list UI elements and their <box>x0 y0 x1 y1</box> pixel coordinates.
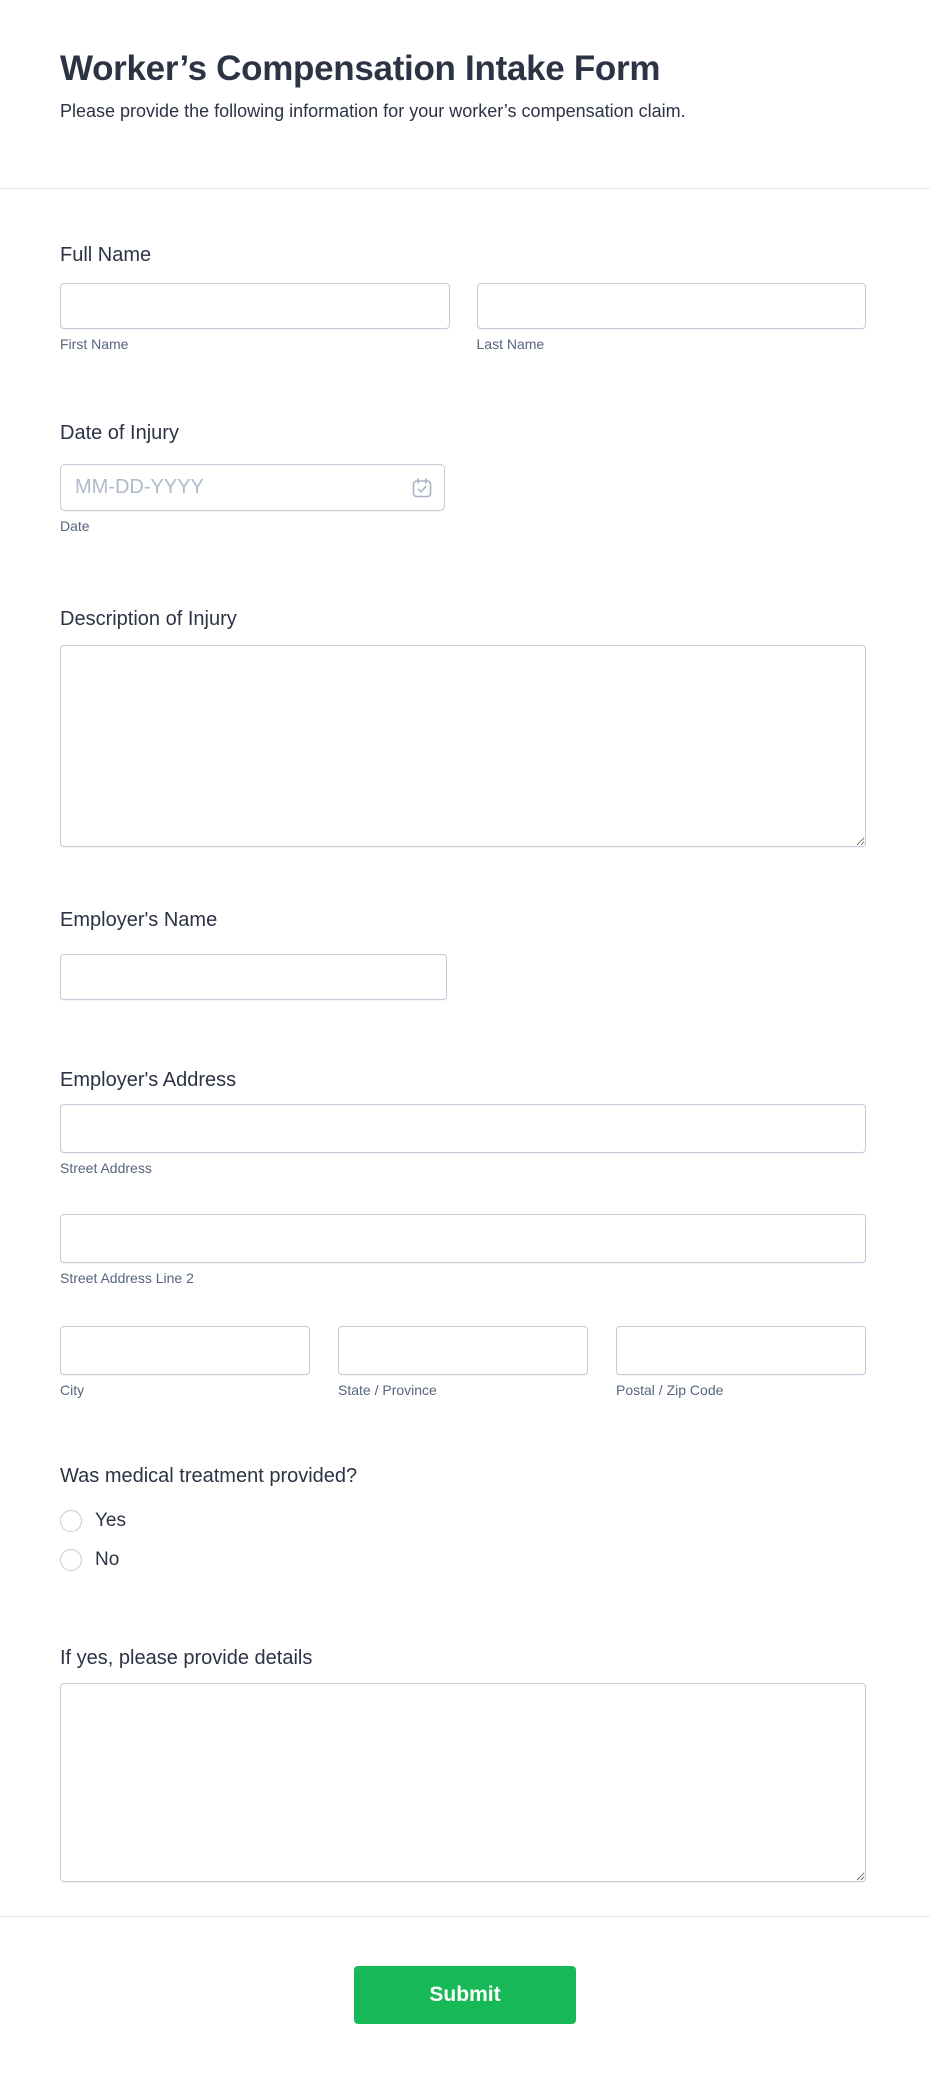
date-sublabel: Date <box>60 518 90 534</box>
page-title: Worker’s Compensation Intake Form <box>60 49 661 88</box>
submit-area <box>0 1925 930 2074</box>
yes-radio-input[interactable] <box>60 1510 82 1532</box>
no-radio-input[interactable] <box>60 1549 82 1571</box>
date-input[interactable] <box>60 464 445 511</box>
submit-button[interactable]: Submit <box>354 1966 576 2024</box>
street-address-input[interactable] <box>60 1104 866 1153</box>
question-treatment-details <box>60 1644 866 1887</box>
question-full-name <box>60 241 866 353</box>
last-name-sublabel: Last Name <box>476 336 545 352</box>
footer-divider <box>0 1916 930 1917</box>
question-employer-name <box>60 906 866 1000</box>
question-employer-address <box>60 1066 866 1399</box>
treatment-details-textarea[interactable] <box>60 1683 866 1882</box>
no-radio-label: No <box>95 1549 120 1570</box>
question-date-of-injury <box>60 419 866 535</box>
medical-treatment-label: Was medical treatment provided? <box>60 1465 358 1487</box>
state-province-sublabel: State / Province <box>338 1382 437 1398</box>
yes-radio-label: Yes <box>95 1510 126 1531</box>
employer-name-label: Employer's Name <box>60 909 218 931</box>
description-of-injury-textarea[interactable] <box>60 645 866 847</box>
date-of-injury-label: Date of Injury <box>60 422 179 444</box>
calendar-check-icon <box>410 476 434 500</box>
first-name-input[interactable] <box>60 283 450 329</box>
radio-option-yes[interactable] <box>60 1506 866 1536</box>
form-body <box>0 241 930 1887</box>
radio-option-no[interactable] <box>60 1545 866 1575</box>
state-province-input[interactable] <box>338 1326 588 1375</box>
first-name-sublabel: First Name <box>60 336 129 352</box>
employer-name-input[interactable] <box>60 954 447 1000</box>
last-name-input[interactable] <box>477 283 867 329</box>
full-name-label: Full Name <box>60 244 152 266</box>
street-address-sublabel: Street Address <box>60 1160 152 1176</box>
city-input[interactable] <box>60 1326 310 1375</box>
form-header <box>0 0 930 189</box>
street-address-line2-input[interactable] <box>60 1214 866 1263</box>
treatment-details-label: If yes, please provide details <box>60 1647 313 1669</box>
city-sublabel: City <box>60 1382 85 1398</box>
calendar-picker-button[interactable] <box>409 475 435 501</box>
description-of-injury-label: Description of Injury <box>60 608 237 630</box>
page-subtitle: Please provide the following information for your worker’s compensation claim. <box>60 101 686 121</box>
question-medical-treatment <box>60 1462 866 1575</box>
employer-address-label: Employer's Address <box>60 1069 237 1091</box>
street-address-line2-sublabel: Street Address Line 2 <box>60 1270 194 1286</box>
postal-zip-sublabel: Postal / Zip Code <box>616 1382 724 1398</box>
postal-zip-input[interactable] <box>616 1326 866 1375</box>
question-description-of-injury <box>60 605 866 852</box>
